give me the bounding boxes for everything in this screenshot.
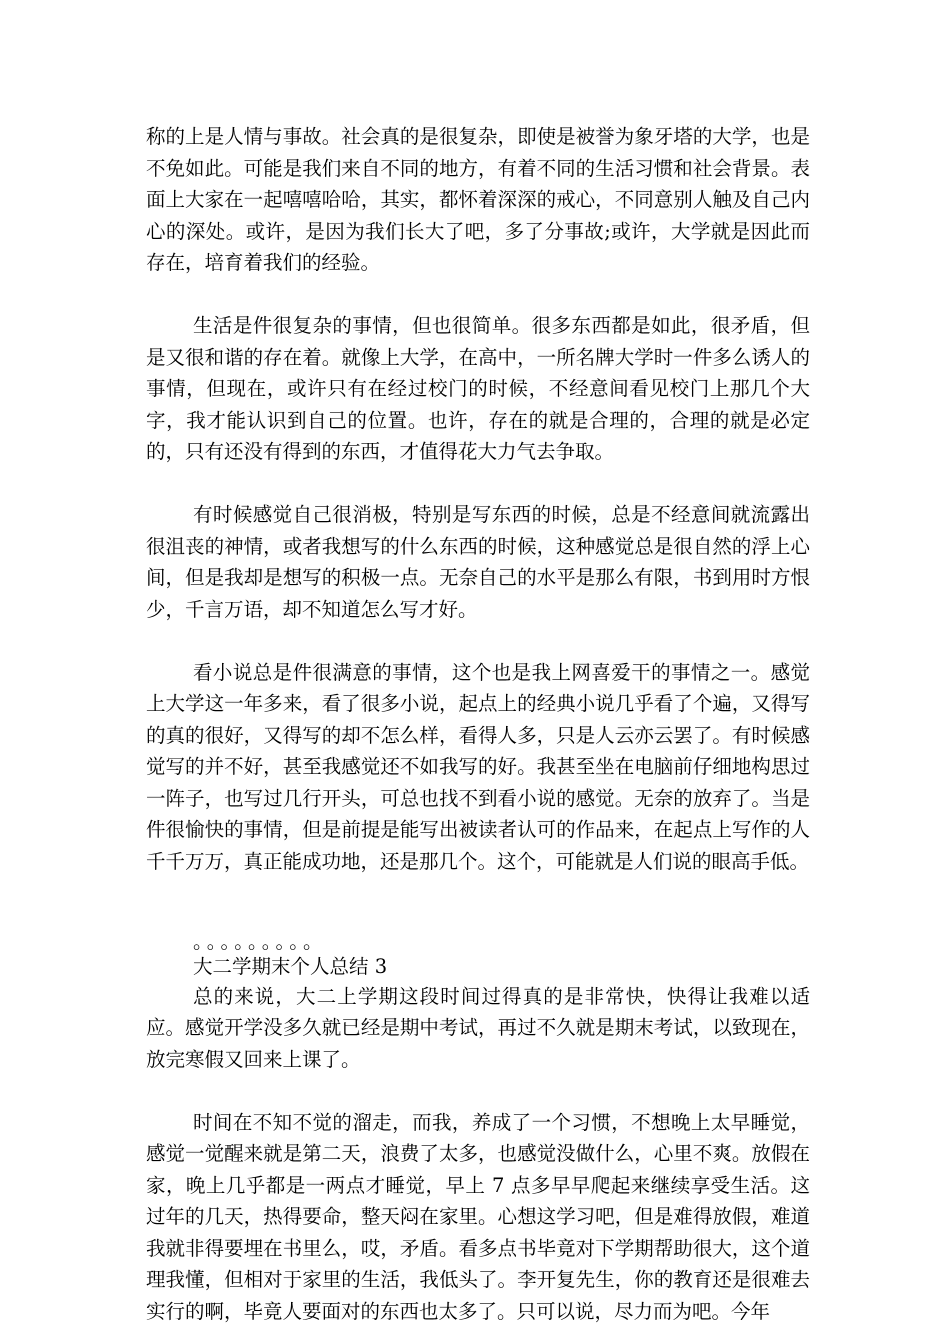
- paragraph-gap: [146, 877, 810, 909]
- paragraph-gap: [146, 909, 810, 931]
- paragraph-3: 有时候感觉自己很消极，特别是写东西的时候，总是不经意间就流露出很沮丧的神情，或者我想写的什么东西的时候，这种感觉总是很自然的浮上心间，但是我却是想写的积极一点。无奈自己的水平是那么有限，书到用时方恨少，千言万语，却不知道怎么写才好。: [146, 503, 810, 621]
- paragraph-gap: [146, 625, 810, 657]
- paragraph-2: 生活是件很复杂的事情，但也很简单。很多东西都是如此，很矛盾，但是又很和谐的存在着。就像上大学，在高中，一所名牌大学时一件多么诱人的事情，但现在，或许只有在经过校门的时候，不经意间看见校门上那几个大字，我才能认识到自己的位置。也许，存在的就是合理的，合理的就是必定的，只有还没有得到的东西，才值得花大力气去争取。: [146, 314, 810, 463]
- paragraph-gap: [146, 279, 810, 311]
- paragraph-1: 称的上是人情与事故。社会真的是很复杂，即使是被誉为象牙塔的大学，也是不免如此。可能是我们来自不同的地方，有着不同的生活习惯和社会背景。表面上大家在一起嘻嘻哈哈，其实，都怀着深深的戒心，不同意别人触及自己内心的深处。或许，是因为我们长大了吧，多了分事故;或许，大学就是因此而存在，培育着我们的经验。: [146, 125, 810, 274]
- paragraph-6: 时间在不知不觉的溜走，而我，养成了一个习惯，不想晚上太早睡觉，感觉一觉醒来就是第二天，浪费了太多，也感觉没做什么，心里不爽。放假在家，晚上几乎都是一两点才睡觉，早上 7 点多早早爬起来继续享受生活。这过年的几天，热得要命，整天闷在家里。心想这学习吧，但是难得放假，难道我就非得要埋在书里么，哎，矛盾。看多点书毕竟对下学期帮助很大，这个道理我懂，但相对于家里的生活，我低头了。李开复先生，你的教育还是很难去实行的啊，毕竟人要面对的东西也太多了。只可以说，尽力而为吧。今年: [146, 1110, 810, 1323]
- section-title: 大二学期末个人总结 3: [193, 954, 388, 978]
- document-page: [146, 121, 810, 1327]
- paragraph-gap: [146, 1075, 810, 1107]
- paragraph-4: 看小说总是件很满意的事情，这个也是我上网喜爱干的事情之一。感觉上大学这一年多来，看了很多小说，起点上的经典小说几乎看了个遍，又得写的真的很好，又得写的却不怎么样，看得人多，只是人云亦云罢了。有时候感觉写的并不好，甚至我感觉还不如我写的好。我甚至坐在电脑前仔细地构思过一阵子，也写过几行开头，可总也找不到看小说的感觉。无奈的放弃了。当是件很愉快的事情，但是前提是能写出被读者认可的作品来，在起点上写作的人千千万万，真正能成功地，还是那几个。这个，可能就是人们说的眼高手低。: [146, 660, 810, 873]
- paragraph-5: 总的来说，大二上学期这段时间过得真的是非常快，快得让我难以适应。感觉开学没多久就已经是期中考试，再过不久就是期末考试，以致现在，放完寒假又回来上课了。: [146, 984, 810, 1071]
- ellipsis-separator: 。。。。。。。。。: [193, 929, 327, 953]
- paragraph-gap: [146, 468, 810, 500]
